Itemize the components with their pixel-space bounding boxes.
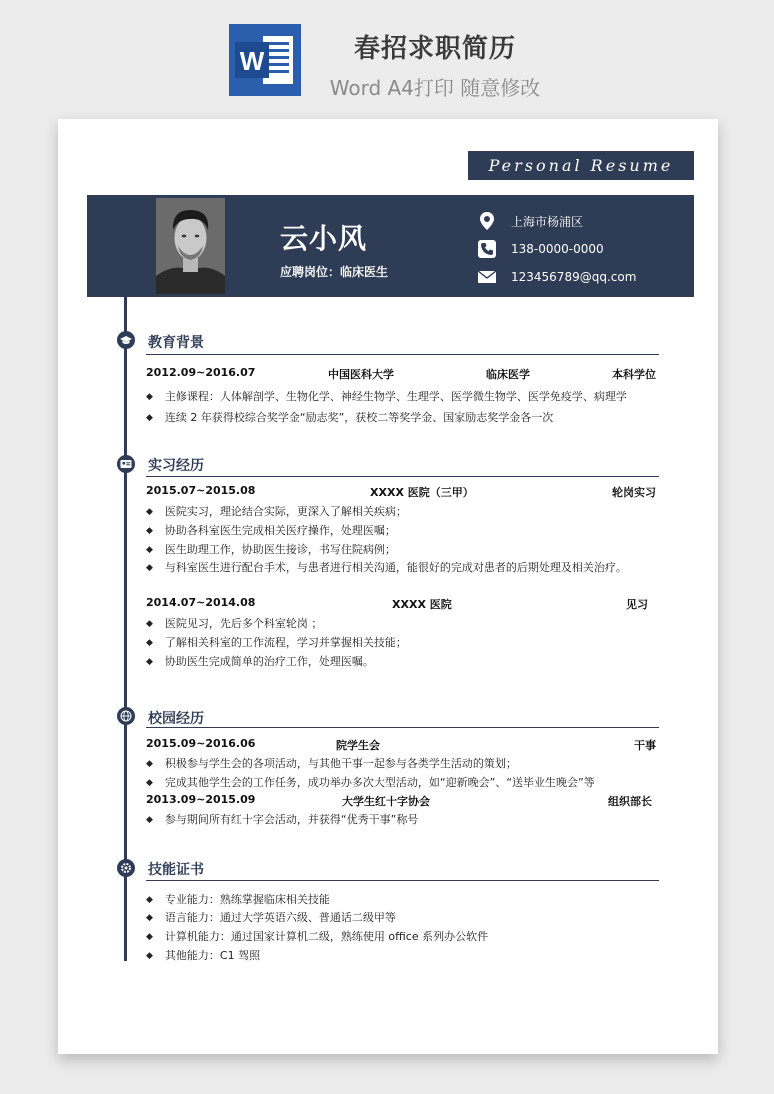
entry-role: 本科学位	[612, 368, 656, 381]
entry-role: 见习	[626, 598, 648, 611]
list-item: ◆ 积极参与学生会的各项活动，与其他干事一起参与各类学生活动的策划；	[146, 755, 517, 771]
list-item: ◆ 其他能力：C1 驾照	[146, 947, 260, 963]
phone-text: 138-0000-0000	[511, 242, 604, 256]
resume-header	[87, 195, 694, 297]
entry-date: 2015.09~2016.06	[146, 737, 256, 750]
graduation-cap-icon	[117, 331, 135, 349]
svg-text:W: W	[239, 46, 265, 76]
candidate-name: 云小风	[280, 222, 368, 255]
profile-photo	[156, 198, 225, 294]
entry-date: 2014.07~2014.08	[146, 596, 256, 609]
skills-title: 技能证书	[148, 862, 204, 878]
email-text: 123456789@qq.com	[511, 270, 637, 284]
entry-role: 组织部长	[608, 795, 652, 808]
mail-icon	[477, 267, 497, 287]
list-item: ◆ 与科室医生进行配台手术，与患者进行相关沟通，能很好的完成对患者的后期处理及相关治疗。	[146, 559, 627, 575]
entry-role: 轮岗实习	[612, 486, 656, 499]
resume-page	[58, 119, 718, 1054]
list-item: ◆ 参与期间所有红十字会活动，并获得“优秀干事”称号	[146, 811, 418, 827]
location-pin-icon	[477, 211, 497, 231]
list-item: ◆ 协助医生完成简单的治疗工作，处理医嘱。	[146, 653, 374, 669]
list-item: ◆ 计算机能力：通过国家计算机二级，熟练使用 office 系列办公软件	[146, 928, 488, 944]
campus-title: 校园经历	[148, 711, 204, 727]
section-divider	[146, 880, 659, 881]
entry-org: XXXX 医院（三甲）	[370, 486, 474, 499]
globe-icon	[117, 707, 135, 725]
internship-title: 实习经历	[148, 458, 204, 474]
word-icon	[229, 24, 301, 96]
entry-date: 2013.09~2015.09	[146, 793, 256, 806]
list-item: ◆ 医院见习，先后多个科室轮岗 ；	[146, 615, 322, 631]
entry-major: 临床医学	[486, 368, 530, 381]
list-item: ◆ 协助各科室医生完成相关医疗操作，处理医嘱；	[146, 522, 396, 538]
gear-icon	[117, 859, 135, 877]
banner-title: 春招求职简历	[353, 34, 516, 64]
entry-role: 干事	[634, 739, 656, 752]
list-item: ◆ 语言能力：通过大学英语六级、普通话二级甲等	[146, 909, 396, 925]
list-item: ◆ 医生助理工作，协助医生接诊，书写住院病例；	[146, 541, 396, 557]
personal-resume-tag: Personal Resume	[468, 151, 694, 180]
id-card-icon	[117, 455, 135, 473]
list-item: ◆ 医院实习，理论结合实际，更深入了解相关疾病；	[146, 503, 407, 519]
entry-date: 2015.07~2015.08	[146, 484, 256, 497]
education-title: 教育背景	[148, 335, 204, 351]
list-item: ◆ 完成其他学生会的工作任务，成功举办多次大型活动，如“迎新晚会”、“送毕业生晚会”等	[146, 774, 595, 790]
section-divider	[146, 354, 659, 355]
section-divider	[146, 727, 659, 728]
address-text: 上海市杨浦区	[511, 214, 584, 229]
entry-date: 2012.09~2016.07	[146, 366, 256, 379]
list-item: ◆ 专业能力：熟练掌握临床相关技能	[146, 891, 330, 907]
list-item: ◆ 连续 2 年获得校综合奖学金“励志奖”，获校二等奖学金、国家励志奖学金各一次	[146, 409, 553, 425]
entry-org: 中国医科大学	[328, 368, 394, 381]
list-item: ◆ 主修课程：人体解剖学、生物化学、神经生物学、生理学、医学微生物学、医学免疫学、病理学	[146, 388, 627, 404]
section-divider	[146, 476, 659, 477]
entry-org: XXXX 医院	[392, 598, 452, 611]
phone-icon	[477, 239, 497, 259]
list-item: ◆ 了解相关科室的工作流程，学习并掌握相关技能；	[146, 634, 407, 650]
entry-org: 院学生会	[336, 739, 380, 752]
contact-address	[477, 209, 583, 233]
applied-position: 应聘岗位：临床医生	[280, 265, 389, 279]
contact-email	[477, 265, 636, 289]
contact-phone	[477, 237, 604, 261]
entry-org: 大学生红十字协会	[342, 795, 430, 808]
banner-subtitle: Word A4打印 随意修改	[329, 76, 541, 100]
